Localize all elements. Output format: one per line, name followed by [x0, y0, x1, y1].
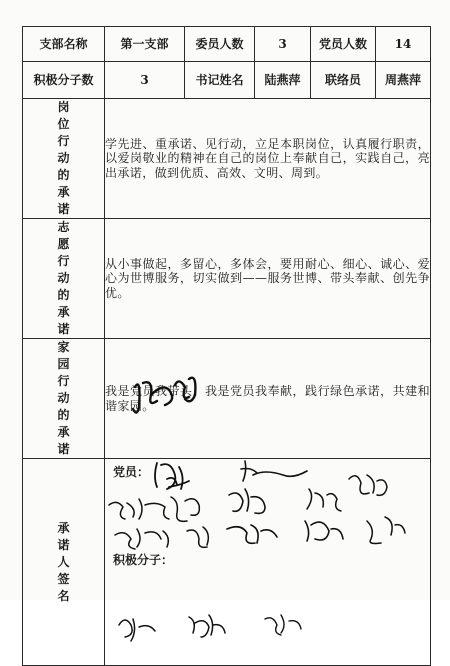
secretary-value: 陆燕萍 [255, 62, 311, 99]
info-row-2 [23, 62, 431, 99]
post-commitment-label: 岗位行动的承诺 [23, 99, 105, 219]
volunteer-commitment-text: 从小事做起，多留心，多体会，要用耐心、细心、诚心、爱心为世博服务，切实做到——服务世博、带头奉献、创先争优。 [105, 219, 431, 339]
home-commitment-text [105, 339, 431, 459]
liaison-label: 联络员 [311, 62, 376, 99]
post-commitment-text: 学先进、重承诺、见行动，立足本职岗位，认真履行职责，以爱岗敬业的精神在自己的岗位上奉献自己，实践自己，亮出承诺，做到优质、高效、文明、周到。 [105, 99, 431, 219]
handwritten-signature-scribble-1 [105, 339, 425, 429]
home-commitment-body: 我是党员我带头，我是党员我奉献，践行绿色承诺，共建和谐家园。 [105, 384, 430, 413]
branch-name-value: 第一支部 [105, 27, 185, 62]
info-row-1 [23, 27, 431, 62]
member-count-value: 14 [376, 27, 431, 62]
volunteer-commitment-label: 志愿行动的承诺 [23, 219, 105, 339]
commitment-form-table [22, 26, 431, 666]
section-row-signatures [23, 459, 431, 666]
signature-area [105, 459, 431, 666]
section-row-home [23, 339, 431, 459]
branch-name-label: 支部名称 [23, 27, 105, 62]
committee-count-label: 委员人数 [185, 27, 255, 62]
party-members-label: 党员： [113, 465, 150, 479]
home-commitment-label: 家园行动的承诺 [23, 339, 105, 459]
signature-section-label: 承诺人签名 [23, 459, 105, 666]
activist-count-label: 积极分子数 [23, 62, 105, 99]
section-row-post [23, 99, 431, 219]
committee-count-value: 3 [255, 27, 311, 62]
secretary-label: 书记姓名 [185, 62, 255, 99]
activist-count-value: 3 [105, 62, 185, 99]
section-row-volunteer [23, 219, 431, 339]
activists-label: 积极分子： [113, 553, 174, 567]
member-count-label: 党员人数 [311, 27, 376, 62]
activist-signatures [105, 459, 431, 665]
liaison-value: 周燕萍 [376, 62, 431, 99]
